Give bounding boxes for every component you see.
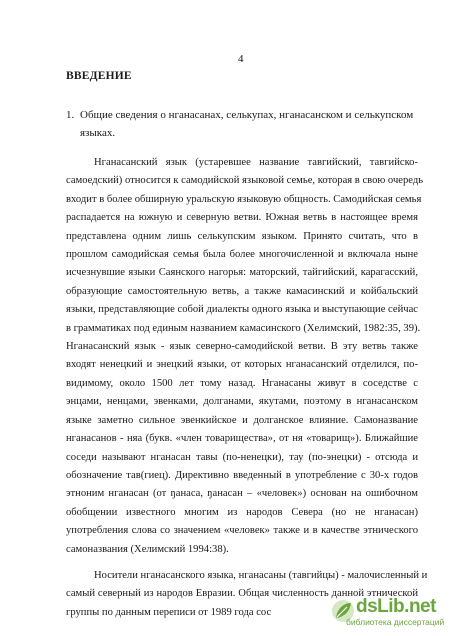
text-line: энцами, ненцами, эвенками, долганами, якутами, поэтому в нганасанском bbox=[66, 396, 418, 408]
text-line: в грамматиках под единым названием камасинского (Хелимский, 1982:35, 39). bbox=[66, 322, 421, 334]
text-line: нганасанов - няа (букв. «член товарищества», от ня «товарищ»). Ближайшие bbox=[66, 433, 418, 445]
text-line: Нганасанский язык - язык северно-самодийской ветви. В эту ветвь также bbox=[66, 341, 418, 353]
text-line: обобщении известного многим из народов Севера (но не нганасан) bbox=[66, 506, 418, 518]
watermark-subtitle: библиотека диссертаций bbox=[346, 617, 445, 627]
watermark-brand: dsLib.net bbox=[356, 596, 436, 617]
paragraph-1 bbox=[66, 154, 424, 338]
text-line: обозначение тав(гиец). Директивно введенный в употребление с 30-х годов bbox=[66, 469, 418, 481]
text-line: входит в более обширную уральскую языковую общность. Самодийская семья bbox=[66, 193, 422, 205]
dslib-watermark bbox=[330, 598, 444, 630]
text-line: соседи называют нганасан тавы (по-ненецки), тау (по-энецки) - отсюда и bbox=[66, 451, 418, 463]
text-line: представлена одним лишь селькупским языком. Принято считать, что в bbox=[66, 230, 418, 242]
text-line: образующие самостоятельную ветвь, а также камасинский и койбальский bbox=[66, 285, 418, 297]
text-line: Носители нганасанского языка, нганасаны (тавгийцы) - малочисленный и bbox=[94, 569, 428, 581]
text-line: видимому, около 1500 лет тому назад. Нганасаны живут в соседстве с bbox=[66, 377, 418, 389]
text-line: Нганасанский язык (устаревшее название тавгийский, тавгийско- bbox=[94, 157, 418, 168]
page-number: 4 bbox=[238, 53, 244, 65]
text-line: самоназвания (Хелимский 1994:38). bbox=[66, 543, 229, 555]
text-line: прошлом самодийская семья была более многочисленной и включала ныне bbox=[66, 249, 418, 261]
subsection-title-line-1: Общие сведения о нганасанах, селькупах, нганасанском и селькупском bbox=[80, 109, 414, 121]
text-line: языки, представляющие собой диалекты одного языка и выступающие сейчас bbox=[66, 304, 418, 316]
body-text bbox=[66, 154, 428, 622]
subsection-title-line-2: языках. bbox=[80, 127, 116, 139]
text-line: входят ненецкий и энецкий языки, от которых нганасанский отделился, по- bbox=[66, 359, 418, 371]
text-line: употребления слова со значением «человек» также и в качестве этнического bbox=[66, 525, 418, 537]
text-line: самый северный из народов Евразии. Общая численность данной этнической bbox=[66, 588, 418, 600]
text-line: языке заметно сильное эвенкийское и долганское влияние. Самоназвание bbox=[66, 414, 418, 426]
subsection-number: 1. bbox=[66, 109, 75, 121]
text-line: распадается на южную и северную ветви. Южная ветвь в настоящее время bbox=[66, 212, 418, 224]
section-heading: ВВЕДЕНИЕ bbox=[66, 70, 132, 82]
text-line: самоедский) относится к самодийской языковой семье, которая в свою очередь bbox=[66, 175, 424, 187]
text-line: этноним нганасан (от ŋанаса, ŋанасан – «человек») основан на ошибочном bbox=[66, 488, 418, 500]
text-line: группы по данным переписи от 1989 года сос bbox=[66, 606, 272, 618]
subsection-title bbox=[66, 106, 418, 142]
text-line: исчезнувшие языки Саянского нагорья: маторский, тайгийский, карагасский, bbox=[66, 267, 418, 279]
paragraph-2 bbox=[66, 338, 418, 559]
